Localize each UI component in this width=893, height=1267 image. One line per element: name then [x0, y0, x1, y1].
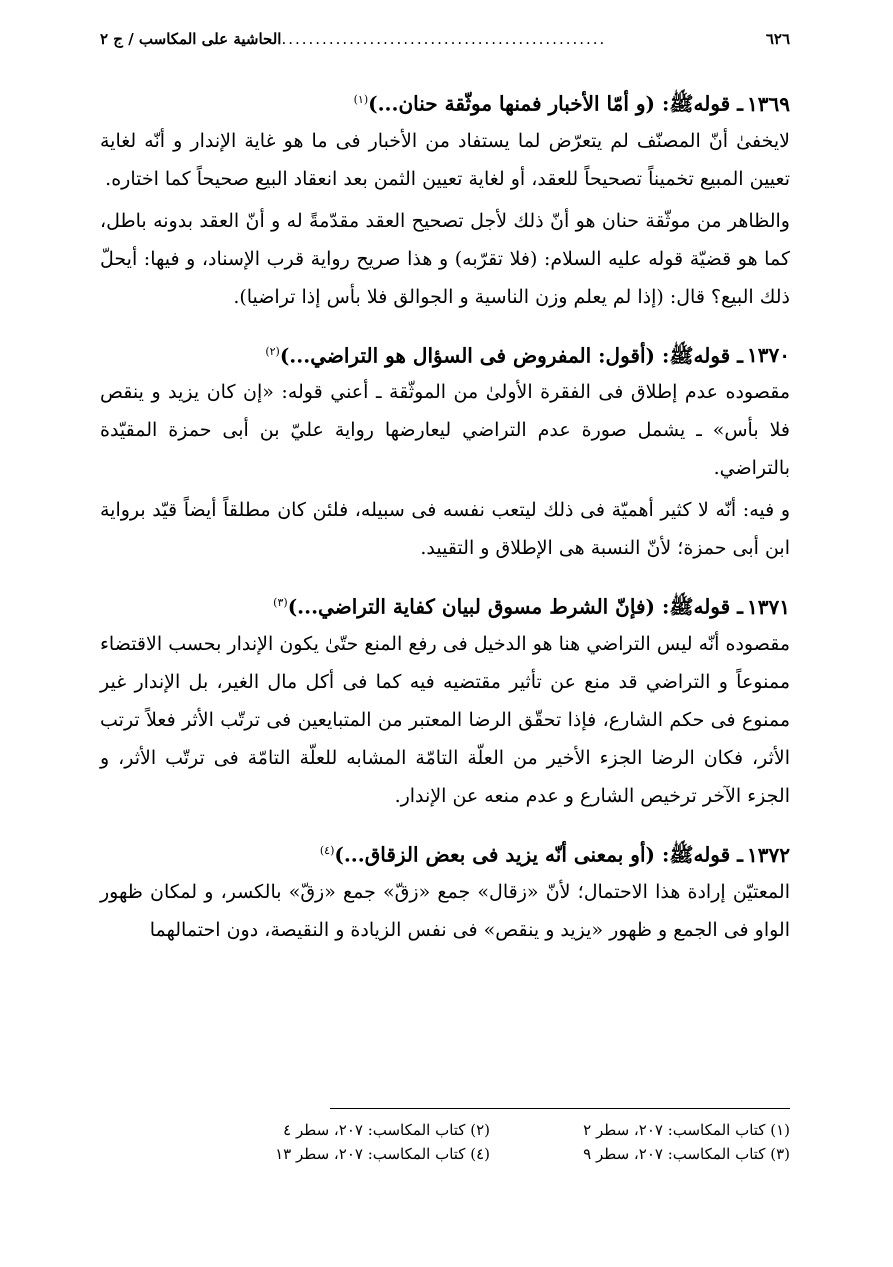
paragraph: والظاهر من موثّقة حنان هو أنّ ذلك لأجل تصحيح العقد مقدّمةً له و أنّ العقد بدونه باطل، كما هو قضيّة قوله عليه السلام: (فلا تقرّبه) و هذا صريح رواية قرب الإسناد، و فيها: أيحلّ ذلك البيع؟ قال: (إذا لم يعلم وزن الناسية و الجوالق فلا بأس إذا تراضيا). [100, 209, 790, 308]
footnote-ref: (١) [353, 93, 369, 106]
entry-number: ١٣٧٢ [747, 842, 790, 867]
footnote-ref: (٤) [319, 843, 335, 857]
entry-title: ـ قولهﷺ: (أو بمعنى أنّه يزيد فى بعض الزقاق...) [334, 842, 744, 867]
paragraph: و فيه: أنّه لا كثير أهميّة فى ذلك ليتعب نفسه فى سبيله، فلئن كان مطلقاً أيضاً قيّد برواية ابن أبى حمزة؛ لأنّ النسبة هى الإطلاق و التقييد. [100, 499, 790, 560]
footnote-ref: (٢) [265, 344, 280, 358]
footnote-3: (٣) كتاب المكاسب: ٢٠٧، سطر ٩ [583, 1145, 790, 1163]
footnote-1: (١) كتاب المكاسب: ٢٠٧، سطر ٢ [583, 1121, 790, 1139]
entry-1371 [100, 585, 790, 815]
footnote-2: (٢) كتاب المكاسب: ٢٠٧، سطر ٤ [283, 1121, 490, 1139]
entry-title: ـ قولهﷺ: (أقول: المفروض فى السؤال هو التراضي...) [279, 343, 744, 368]
running-header [100, 30, 790, 64]
entry-heading [100, 585, 790, 625]
paragraph: مقصوده أنّه ليس التراضي هنا هو الدخيل فى رفع المنع حتّىٰ يكون الإندار بحسب الاقتضاء ممنوعاً و التراضي قد منع عن تأثير مقتضيه فيه كما فى أكل مال الغير، بل الإندار غير ممنوع فى حكم الشارع، فإذا تحقّق الرضا المعتبر من المتبايعين فى ترتّب الأثر فعلاً ترتب الأثر، فكان الرضا الجزء الأخير من العلّة التامّة المشابه للعلّة التامّة فى ترتّب الأثر، و الجزء الآخر ترخيص الشارع و عدم منعه عن الإندار. [100, 632, 791, 807]
footnotes [100, 1108, 790, 1165]
entry-number: ١٣٧٠ [747, 343, 790, 368]
entry-1372 [100, 833, 790, 949]
paragraph: لايخفىٰ أنّ المصنّف لم يتعرّض لما يستفاد من الأخبار فى ما هو غاية الإندار و أنّه لغاية تعيين المبيع تخميناً تصحيحاً للعقد، أو لغاية تعيين الثمن بعد انعقاد البيع صحيحاً كما اختاره. [100, 129, 790, 190]
entry-title: ـ قولهﷺ: (و أمّا الأخبار فمنها موثّقة حنان...) [368, 91, 744, 116]
footnote-ref: (٣) [273, 596, 288, 610]
footnote-list [190, 1119, 790, 1165]
entry-number: ١٣٧١ [747, 594, 790, 619]
book-title: الحاشية على المكاسب / ج ٢ [100, 30, 282, 48]
entry-1369 [100, 82, 790, 316]
page-number: ٦٢٦ [765, 30, 790, 48]
entry-number: ١٣٦٩ [747, 91, 790, 116]
footnote-rule [330, 1108, 790, 1109]
entry-heading [100, 833, 790, 873]
header-title-group [100, 30, 606, 48]
entry-heading [100, 82, 790, 122]
page [100, 30, 790, 949]
paragraph: المعتيّن إرادة هذا الاحتمال؛ لأنّ «زقال» جمع «زقّ» جمع «زقّ» بالكسر، و لمكان ظهور الواو فى الجمع و ظهور «يزيد و ينقص» فى نفس الزيادة و النقيصة، دون احتمالهما [100, 880, 790, 941]
entry-1370 [100, 334, 790, 568]
footnote-4: (٤) كتاب المكاسب: ٢٠٧، سطر ١٣ [275, 1145, 490, 1163]
header-leader-dots: ................................................ [281, 30, 607, 48]
entry-heading [100, 334, 790, 374]
paragraph: مقصوده عدم إطلاق فى الفقرة الأولىٰ من الموثّقة ـ أعني قوله: «إن كان يزيد و ينقص فلا بأس» ـ يشمل صورة عدم التراضي ليعارضها رواية عليّ بن أبى حمزة المقيّدة بالتراضي. [100, 381, 790, 480]
entry-title: ـ قولهﷺ: (فإنّ الشرط مسوق لبيان كفاية التراضي...) [287, 594, 744, 619]
